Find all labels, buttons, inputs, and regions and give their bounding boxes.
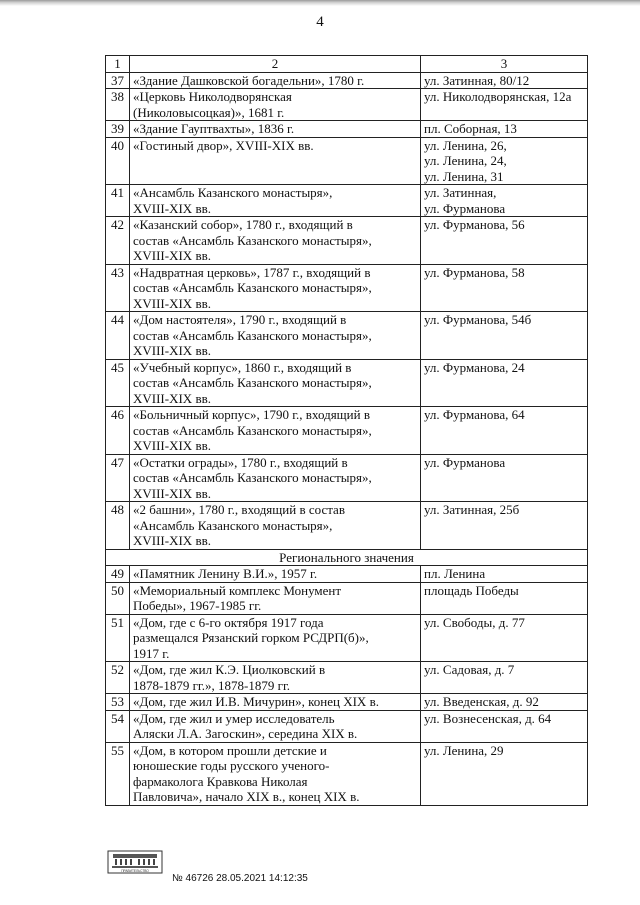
table-row	[106, 264, 588, 312]
table-row	[106, 312, 588, 360]
monument-name-line: «Дом, где жил И.В. Мичурин», конец XIX в.	[133, 694, 379, 709]
table-row	[106, 407, 588, 455]
monument-name-line: состав «Ансамбль Казанского монастыря»,	[133, 280, 372, 295]
monument-address-line: ул. Затинная, 25б	[424, 502, 520, 517]
monument-address	[421, 264, 588, 312]
table-row	[106, 662, 588, 694]
monument-address-line: ул. Ленина, 31	[424, 168, 504, 184]
row-number: 42	[106, 217, 130, 265]
monument-name-line: «Остатки ограды», 1780 г., входящий в	[133, 454, 348, 470]
monument-name	[130, 566, 421, 583]
monument-address	[421, 662, 588, 694]
monument-name-line: Победы», 1967-1985 гг.	[133, 598, 262, 613]
row-number: 44	[106, 312, 130, 360]
monument-name-line: «Учебный корпус», 1860 г., входящий в	[133, 359, 352, 375]
monument-address-line: ул. Ленина, 29	[424, 742, 504, 758]
row-number: 49	[106, 566, 130, 583]
monument-address-line: ул. Фурманова, 24	[424, 359, 525, 375]
monument-address	[421, 137, 588, 185]
monument-name-line: «Здание Дашковской богадельни», 1780 г.	[133, 72, 365, 88]
monument-address	[421, 121, 588, 138]
monument-name	[130, 662, 421, 694]
monument-address	[421, 614, 588, 662]
monument-name	[130, 407, 421, 455]
table-row	[106, 582, 588, 614]
table-row	[106, 121, 588, 138]
row-number: 45	[106, 359, 130, 407]
monument-address	[421, 312, 588, 360]
monument-name-line: фармаколога Кравкова Николая	[133, 773, 308, 789]
monument-name	[130, 454, 421, 502]
row-number: 41	[106, 185, 130, 217]
table-row	[106, 359, 588, 407]
monument-address	[421, 502, 588, 550]
monument-name-line: состав «Ансамбль Казанского монастыря»,	[133, 375, 372, 390]
monument-address-line: ул. Затинная, 80/12	[424, 72, 530, 88]
header-col-3: 3	[421, 56, 588, 73]
monument-address	[421, 694, 588, 711]
table-row	[106, 72, 588, 89]
monuments-table	[105, 55, 588, 806]
monument-address	[421, 566, 588, 583]
section-row	[106, 549, 588, 566]
table-row	[106, 502, 588, 550]
row-number: 51	[106, 614, 130, 662]
monument-address-line: ул. Свободы, д. 77	[424, 614, 525, 630]
monument-name	[130, 121, 421, 138]
row-number: 53	[106, 694, 130, 711]
row-number: 46	[106, 407, 130, 455]
monument-address-line: ул. Ленина, 26,	[424, 137, 507, 153]
monument-name-line: XVIII-XIX вв.	[133, 485, 211, 501]
monument-name-line: XVIII-XIX вв.	[133, 533, 211, 548]
monument-address-line: ул. Фурманова, 54б	[424, 312, 532, 327]
row-number: 43	[106, 264, 130, 312]
table-row	[106, 566, 588, 583]
row-number: 40	[106, 137, 130, 185]
monument-address	[421, 742, 588, 805]
monument-name	[130, 185, 421, 217]
table-row	[106, 614, 588, 662]
monument-name-line: «Дом, где с 6-го октября 1917 года	[133, 614, 324, 630]
row-number: 37	[106, 72, 130, 89]
monument-address	[421, 89, 588, 121]
monument-name-line: «Гостиный двор», XVIII-XIX вв.	[133, 137, 314, 153]
scan-edge	[0, 0, 640, 6]
header-col-1: 1	[106, 56, 130, 73]
monument-name-line: XVIII-XIX вв.	[133, 343, 211, 358]
table-header	[106, 56, 588, 73]
row-number: 39	[106, 121, 130, 138]
monument-address-line: ул. Фурманова, 64	[424, 407, 525, 422]
monument-address-line: ул. Фурманова	[424, 454, 506, 470]
monument-address-line: ул. Фурманова, 56	[424, 217, 525, 232]
monument-name	[130, 264, 421, 312]
document-registration-info: № 46726 28.05.2021 14:12:35	[172, 873, 308, 884]
table-body-federal	[106, 72, 588, 549]
monument-name-line: состав «Ансамбль Казанского монастыря»,	[133, 327, 372, 343]
monument-address	[421, 454, 588, 502]
monument-name	[130, 742, 421, 805]
government-building-stamp-icon	[107, 850, 163, 874]
table-row	[106, 185, 588, 217]
monument-name-line: «Здание Гауптвахты», 1836 г.	[133, 121, 295, 136]
monument-address-line: площадь Победы	[424, 582, 519, 598]
monument-address-line: ул. Вознесенская, д. 64	[424, 710, 552, 726]
monument-name-line: «Больничный корпус», 1790 г., входящий в	[133, 407, 370, 422]
monument-address-line: ул. Ленина, 24,	[424, 153, 507, 168]
monument-name-line: «Дом настоятеля», 1790 г., входящий в	[133, 312, 347, 327]
monument-address	[421, 359, 588, 407]
monument-address-line: пл. Соборная, 13	[424, 121, 517, 136]
row-number: 48	[106, 502, 130, 550]
monument-name-line: «Дом, где жил и умер исследователь	[133, 710, 335, 726]
row-number: 38	[106, 89, 130, 121]
monument-name-line: XVIII-XIX вв.	[133, 248, 211, 263]
row-number: 52	[106, 662, 130, 694]
monument-address	[421, 407, 588, 455]
monument-name-line: юношеские годы русского ученого-	[133, 758, 330, 773]
monument-name	[130, 72, 421, 89]
monument-name	[130, 217, 421, 265]
monument-name	[130, 89, 421, 121]
stamp-text: ПРАВИТЕЛЬСТВО	[121, 869, 149, 873]
page-number: 4	[316, 14, 324, 30]
monument-name	[130, 614, 421, 662]
monument-name-line: состав «Ансамбль Казанского монастыря»,	[133, 422, 372, 438]
row-number: 55	[106, 742, 130, 805]
monument-name	[130, 694, 421, 711]
row-number: 54	[106, 710, 130, 742]
monument-name	[130, 359, 421, 407]
monument-name-line: «Мемориальный комплекс Монумент	[133, 582, 342, 598]
table-row	[106, 710, 588, 742]
monument-name-line: Аляски Л.А. Загоскин», середина XIX в.	[133, 726, 358, 741]
monument-name-line: «Церковь Николодворянская	[133, 89, 292, 104]
table-row	[106, 89, 588, 121]
monument-name-line: состав «Ансамбль Казанского монастыря»,	[133, 232, 372, 248]
monument-name-line: «Дом, где жил К.Э. Циолковский в	[133, 662, 326, 677]
monument-address-line: ул. Николодворянская, 12а	[424, 89, 572, 104]
table-row	[106, 137, 588, 185]
table-row	[106, 742, 588, 805]
monument-name-line: «Надвратная церковь», 1787 г., входящий в	[133, 264, 371, 280]
monument-address	[421, 217, 588, 265]
monument-name-line: «Памятник Ленину В.И.», 1957 г.	[133, 566, 318, 581]
monument-address	[421, 185, 588, 217]
monument-name-line: размещался Рязанский горком РСДРП(б)»,	[133, 630, 369, 645]
monument-name-line: XVIII-XIX вв.	[133, 390, 211, 406]
monument-name-line: XVIII-XIX вв.	[133, 438, 211, 453]
monument-name-line: «Ансамбль Казанского монастыря»,	[133, 185, 333, 200]
monument-address	[421, 582, 588, 614]
table-row	[106, 217, 588, 265]
monument-name	[130, 710, 421, 742]
monument-name-line: (Николовысоцкая)», 1681 г.	[133, 104, 285, 120]
monument-name-line: «Казанский собор», 1780 г., входящий в	[133, 217, 353, 232]
row-number: 47	[106, 454, 130, 502]
monument-address-line: ул. Фурманова, 58	[424, 264, 525, 280]
monument-address-line: ул. Затинная,	[424, 185, 497, 200]
table-body-regional	[106, 566, 588, 806]
monument-name-line: «2 башни», 1780 г., входящий в состав	[133, 502, 345, 517]
table-row	[106, 454, 588, 502]
monument-address	[421, 72, 588, 89]
monument-name	[130, 137, 421, 185]
monument-name-line: состав «Ансамбль Казанского монастыря»,	[133, 470, 372, 485]
monument-name	[130, 582, 421, 614]
monument-name-line: «Дом, в котором прошли детские и	[133, 742, 327, 758]
monument-name-line: 1917 г.	[133, 645, 170, 661]
monument-address-line: пл. Ленина	[424, 566, 486, 581]
monument-name-line: «Ансамбль Казанского монастыря»,	[133, 517, 333, 533]
monument-name-line: 1878-1879 гг.», 1878-1879 гг.	[133, 677, 291, 693]
table-row	[106, 694, 588, 711]
monument-address	[421, 710, 588, 742]
monument-address-line: ул. Садовая, д. 7	[424, 662, 515, 677]
monument-name-line: XVIII-XIX вв.	[133, 200, 211, 216]
row-number: 50	[106, 582, 130, 614]
monument-name-line: XVIII-XIX вв.	[133, 295, 211, 311]
section-title: Регионального значения	[106, 549, 588, 566]
monument-name-line: Павловича», начало XIX в., конец XIX в.	[133, 789, 360, 804]
monument-name	[130, 312, 421, 360]
monument-address-line: ул. Фурманова	[424, 200, 506, 216]
monument-name	[130, 502, 421, 550]
header-col-2: 2	[130, 56, 421, 73]
monument-address-line: ул. Введенская, д. 92	[424, 694, 539, 709]
